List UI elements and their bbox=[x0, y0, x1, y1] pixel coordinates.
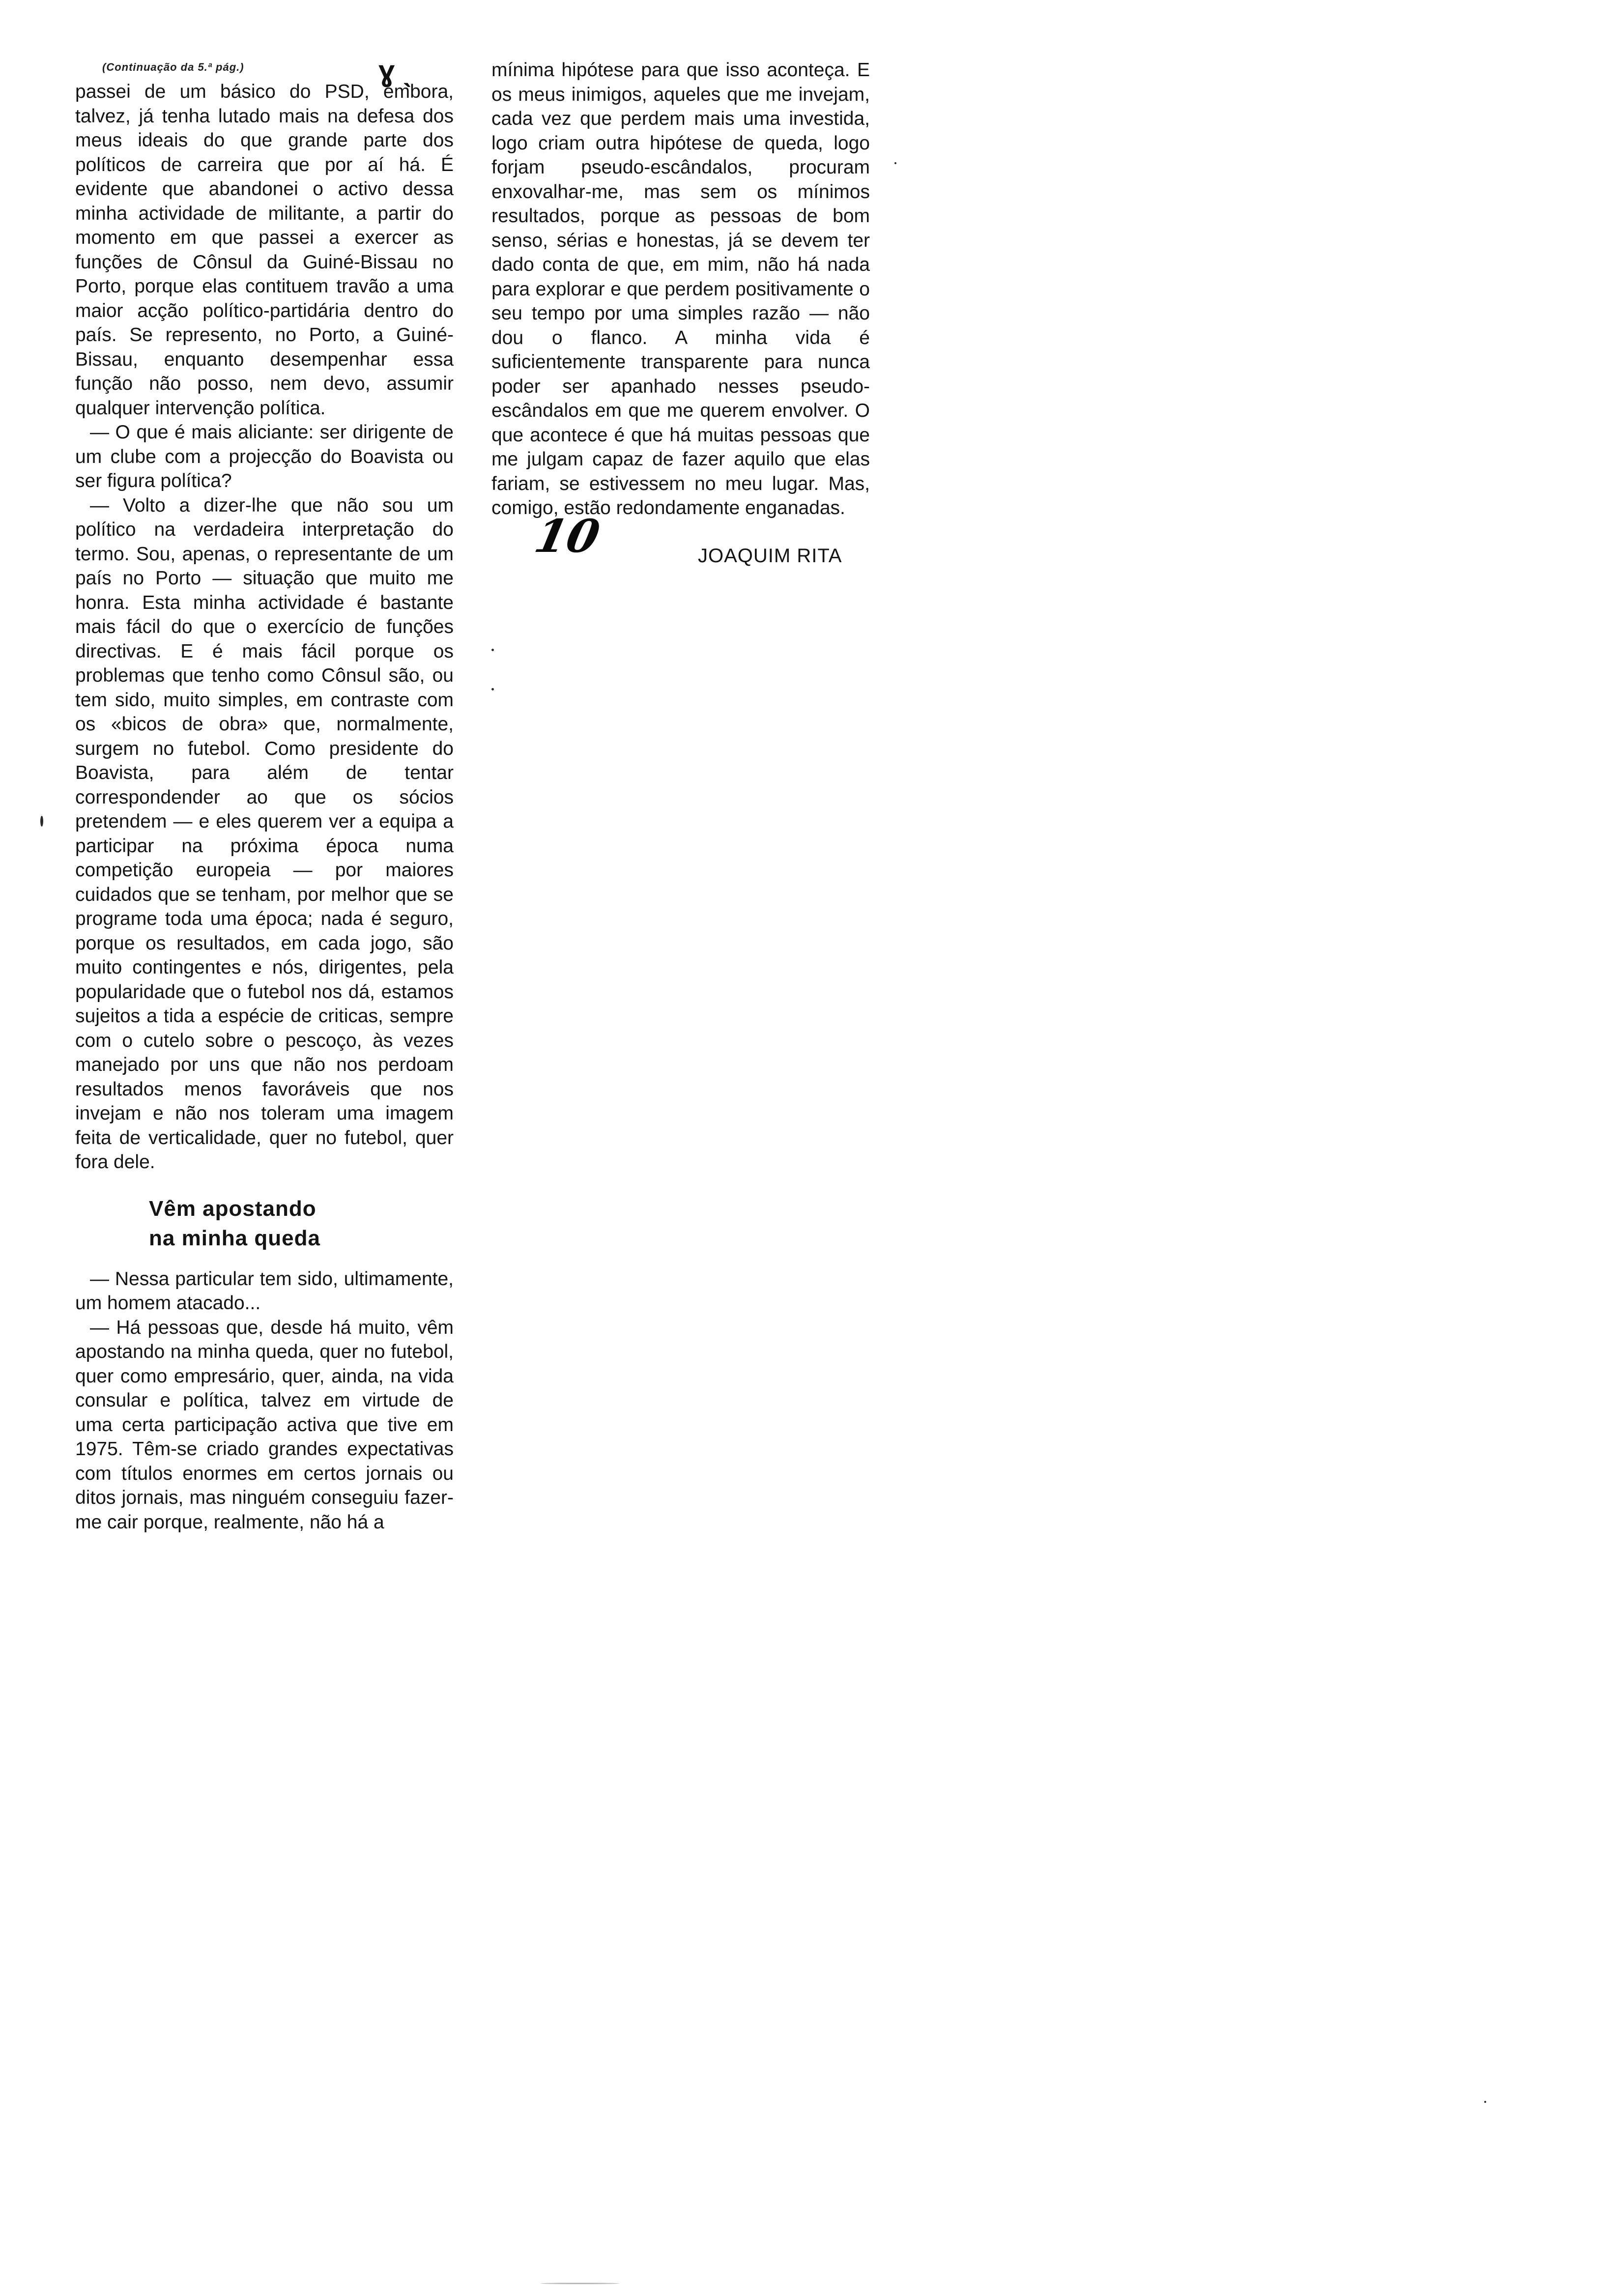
scan-mark-icon: ɣ ˎ bbox=[378, 55, 413, 87]
paragraph: — Há pessoas que, desde há muito, vêm apostando na minha queda, quer no futebol, quer como empresário, quer, ainda, na vida consular e política, talvez em virtude de uma certa participação activa que tive em 1975. Têm-se criado grandes expectativas com títulos enormes em certos jornais ou ditos jornais, mas ninguém conseguiu fazer-me cair porque, realmente, não há a bbox=[75, 1317, 454, 1533]
author-name: JOAQUIM RITA bbox=[698, 545, 842, 567]
paragraph: passei de um básico do PSD, embora, talvez, já tenha lutado mais na defesa dos meus ideais do que grande parte dos políticos de carreira que por aí há. É evidente que abandonei o activo dessa minha actividade de militante, a partir do momento em que passei a exercer as funções de Cônsul da Guiné-Bissau no Porto, porque elas contituem travão a uma maior acção político-partidária dentro do país. Se represento, no Porto, a Guiné-Bissau, enquanto desempenhar essa função não posso, nem devo, assumir qualquer intervenção política. bbox=[75, 81, 454, 419]
article-column-1 bbox=[75, 58, 454, 1534]
scan-speck bbox=[894, 162, 896, 164]
scan-speck bbox=[491, 649, 494, 651]
page-number: 10 bbox=[530, 509, 604, 563]
scan-speck bbox=[491, 688, 494, 690]
paragraph: mínima hipótese para que isso aconteça. E os meus inimigos, aqueles que me invejam, cada vez que perdem mais uma investida, logo criam outra hipótese de queda, logo forjam pseudo-escândalos, procuram enxovalhar-me, mas sem os mínimos resultados, porque as pessoas de bom senso, sérias e honestas, já se devem ter dado conta de que, em mim, não há nada para explorar e que perdem positivamente o seu tempo por uma simples razão — não dou o flanco. A minha vida é suficientemente transparente para nunca poder ser apanhado nesses pseudo-escândalos em que me querem envolver. O que acontece é que há muitas pessoas que me julgam capaz de fazer aquilo que elas fariam, se estivessem no meu lugar. Mas, comigo, estão redondamente enganadas. bbox=[491, 59, 870, 518]
subheading-line: na minha queda bbox=[149, 1226, 320, 1250]
paragraph: — Nessa particular tem sido, ultimamente, um homem atacado... bbox=[75, 1268, 454, 1314]
column1-body bbox=[75, 58, 454, 1175]
paragraph: — Volto a dizer-lhe que não sou um político na verdadeira interpretação do termo. Sou, apenas, o representante de um país no Porto — situação que muito me honra. Esta minha actividade é bastante mais fácil do que o exercício de funções directivas. E é mais fácil porque os problemas que tenho como Cônsul são, ou tem sido, muito simples, em contraste com os «bicos de obra» que, normalmente, surgem no futebol. Como presidente do Boavista, para além de tentar correspondender ao que os sócios pretendem — e eles querem ver a equipa a participar na próxima época numa competição europeia — por maiores cuidados que se tenham, por melhor que se programe toda uma época; nada é seguro, porque os resultados, em cada jogo, são muito contingentes e nós, dirigentes, pela popularidade que o futebol nos dá, estamos sujeitos a tida a espécie de criticas, sempre com o cutelo sobre o pescoço, às vezes manejado por uns que não nos perdoam resultados menos favoráveis que nos invejam e não nos toleram uma imagem feita de verticalidade, quer no futebol, quer fora dele. bbox=[75, 494, 454, 1173]
column1-continued bbox=[75, 1267, 454, 1535]
paragraph: — O que é mais aliciante: ser dirigente de um clube com a projecção do Boavista ou ser figura política? bbox=[75, 422, 454, 491]
scan-speck bbox=[1484, 2101, 1486, 2103]
subheading bbox=[75, 1194, 454, 1253]
scan-speck bbox=[40, 816, 43, 827]
subheading-line: Vêm apostando bbox=[149, 1196, 317, 1221]
continuation-note: (Continuação da 5.ª pág.) bbox=[102, 61, 244, 73]
scan-speck bbox=[541, 2283, 619, 2284]
article-column-2 bbox=[491, 58, 870, 590]
signature-row bbox=[491, 509, 870, 590]
